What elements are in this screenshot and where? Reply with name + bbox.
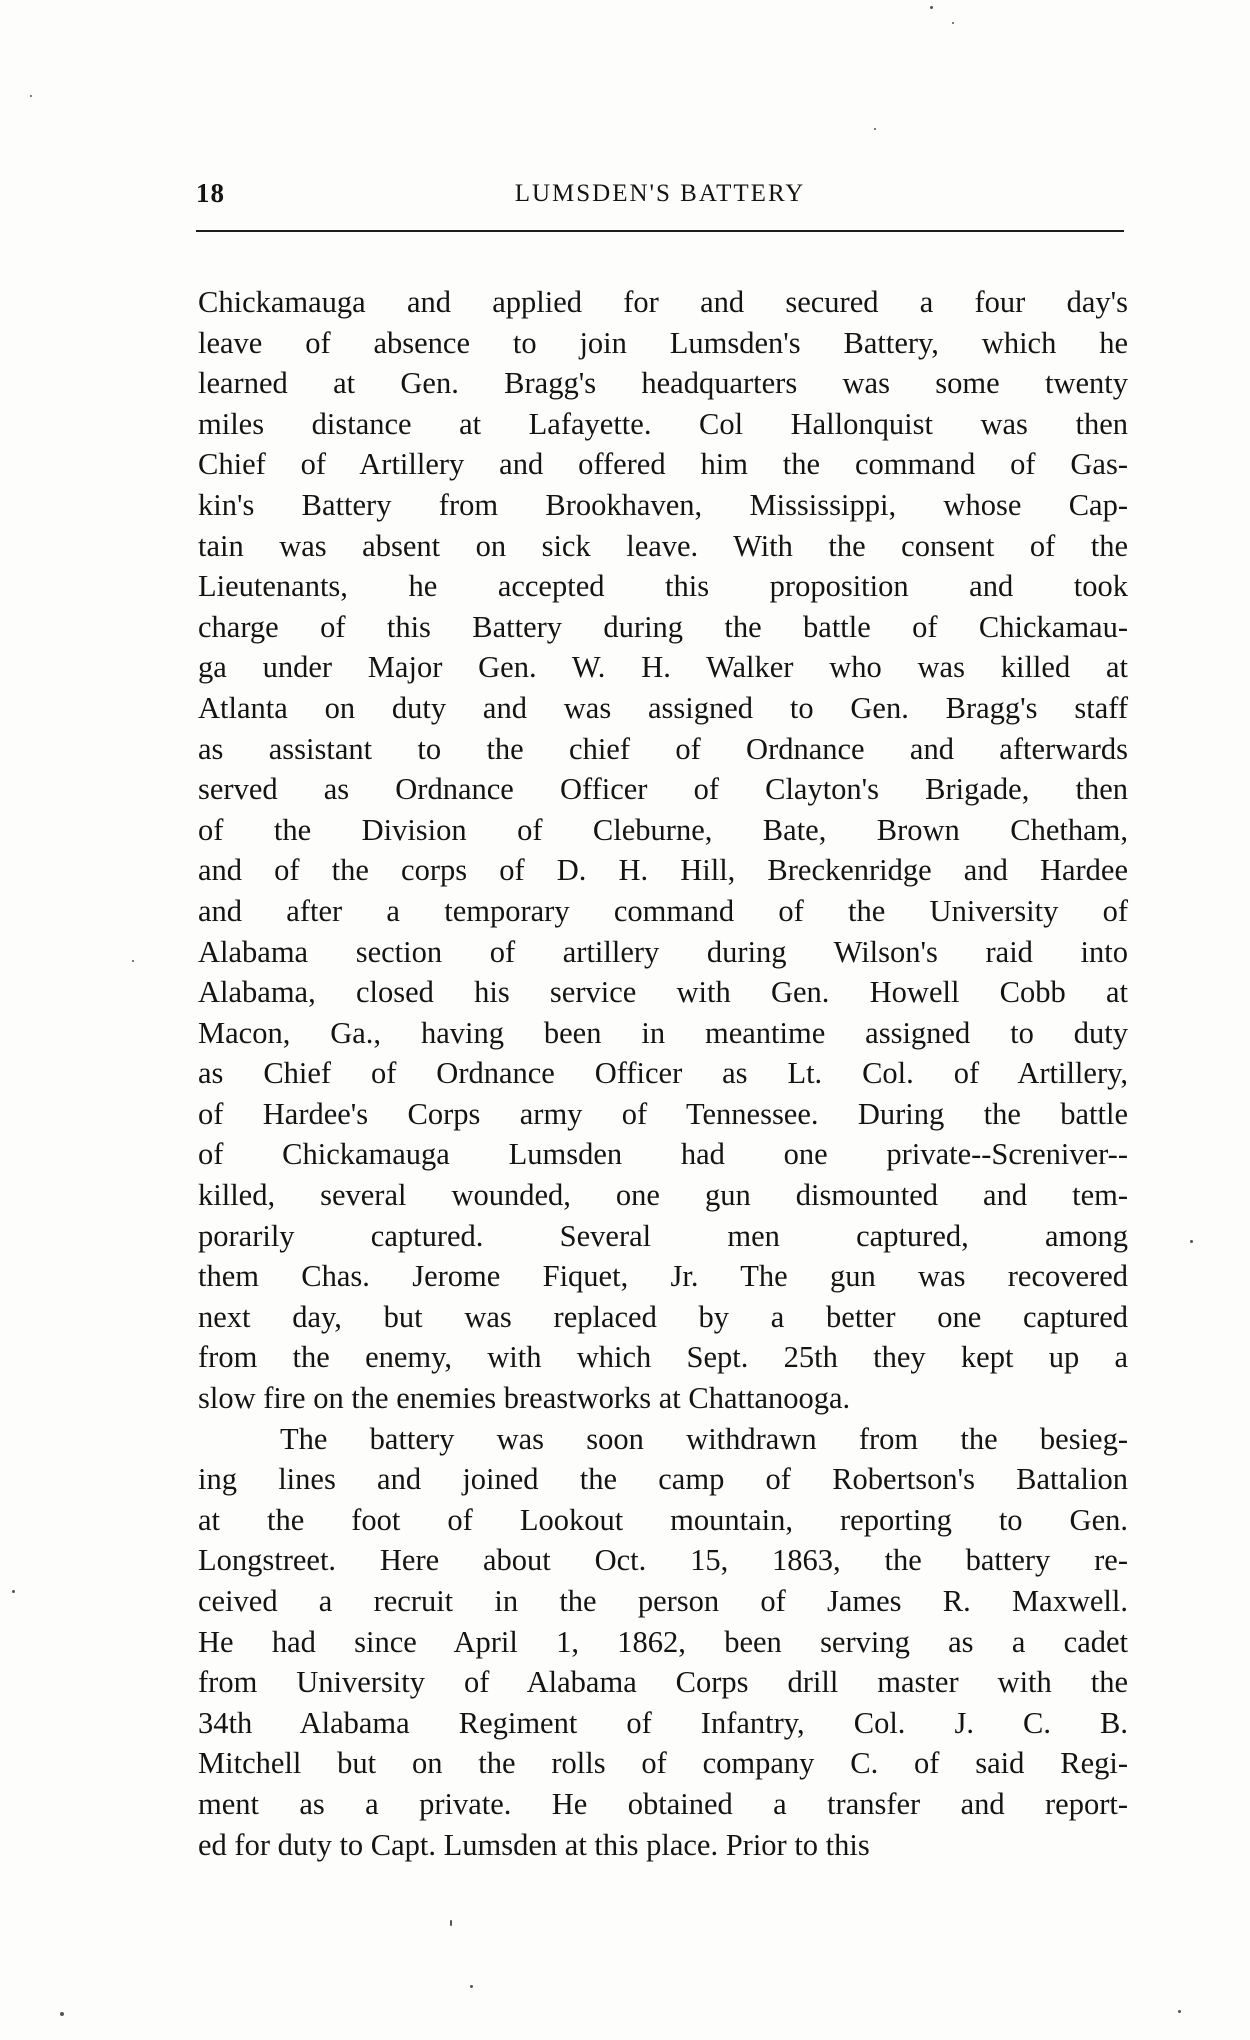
text-line: learned at Gen. Bragg's headquarters was some twenty <box>198 366 1128 401</box>
text-line: next day, but was replaced by a better one captured <box>198 1299 1128 1334</box>
scan-speck <box>60 2012 64 2016</box>
text-line: The battery was soon withdrawn from the besieg- <box>280 1421 1128 1456</box>
text-line: Mitchell but on the rolls of company C. of said Regi- <box>198 1746 1128 1781</box>
scan-speck <box>450 1920 452 1926</box>
text-line: porarily captured. Several men captured, among <box>198 1218 1128 1253</box>
text-line: leave of absence to join Lumsden's Battery, which he <box>198 325 1128 360</box>
page-number: 18 <box>196 178 225 208</box>
scan-speck <box>874 128 876 130</box>
text-line: and of the corps of D. H. Hill, Breckenridge and Hardee <box>198 853 1128 888</box>
text-line: ed for duty to Capt. Lumsden at this place. Prior to this <box>198 1827 870 1862</box>
text-line: kin's Battery from Brookhaven, Mississippi, whose Cap- <box>198 487 1128 522</box>
text-line: Atlanta on duty and was assigned to Gen. Bragg's staff <box>198 690 1128 725</box>
text-line: 34th Alabama Regiment of Infantry, Col. J. C. B. <box>198 1705 1128 1740</box>
scan-speck <box>1190 1240 1193 1243</box>
text-line: Chickamauga and applied for and secured a four day's <box>198 285 1128 319</box>
text-line: as Chief of Ordnance Officer as Lt. Col. of Artillery, <box>198 1056 1128 1091</box>
running-title: LUMSDEN'S BATTERY <box>514 180 806 207</box>
text-line: of Chickamauga Lumsden had one private--Screniver-- <box>198 1137 1128 1172</box>
text-line: Macon, Ga., having been in meantime assigned to duty <box>198 1015 1128 1050</box>
scan-speck <box>952 22 954 24</box>
text-line: He had since April 1, 1862, been serving as a cadet <box>198 1624 1128 1659</box>
scan-speck <box>930 6 933 9</box>
page-header <box>196 178 1124 228</box>
text-line: charge of this Battery during the battle of Chickamau- <box>198 609 1128 644</box>
text-line: miles distance at Lafayette. Col Hallonquist was then <box>198 406 1128 441</box>
text-line: Alabama section of artillery during Wilson's raid into <box>198 934 1128 969</box>
text-line: ga under Major Gen. W. H. Walker who was killed at <box>198 650 1128 685</box>
scan-speck <box>12 1590 15 1593</box>
text-line: Longstreet. Here about Oct. 15, 1863, the battery re- <box>198 1543 1128 1578</box>
text-line: of the Division of Cleburne, Bate, Brown Chetham, <box>198 812 1128 847</box>
text-line: at the foot of Lookout mountain, reporting to Gen. <box>198 1502 1128 1537</box>
text-line: Lieutenants, he accepted this proposition and took <box>198 569 1128 604</box>
text-line: of Hardee's Corps army of Tennessee. During the battle <box>198 1096 1128 1131</box>
text-line: ing lines and joined the camp of Robertson's Battalion <box>198 1462 1128 1497</box>
text-line: tain was absent on sick leave. With the consent of the <box>198 528 1128 563</box>
text-line: from the enemy, with which Sept. 25th they kept up a <box>198 1340 1128 1375</box>
text-line: killed, several wounded, one gun dismounted and tem- <box>198 1178 1128 1213</box>
text-line: Chief of Artillery and offered him the command of Gas- <box>198 447 1128 482</box>
text-line: and after a temporary command of the University of <box>198 893 1128 928</box>
text-line: ment as a private. He obtained a transfer and report- <box>198 1786 1128 1821</box>
scan-speck <box>132 960 134 962</box>
text-line: from University of Alabama Corps drill master with the <box>198 1665 1128 1700</box>
text-line: as assistant to the chief of Ordnance and afterwards <box>198 731 1128 766</box>
text-line: Alabama, closed his service with Gen. Howell Cobb at <box>198 975 1128 1010</box>
text-line: slow fire on the enemies breastworks at Chattanooga. <box>198 1381 851 1416</box>
text-line: served as Ordnance Officer of Clayton's Brigade, then <box>198 772 1128 807</box>
header-rule <box>196 230 1124 232</box>
scan-speck <box>30 95 32 97</box>
body-text <box>198 282 1128 1865</box>
scan-speck <box>470 1985 473 1988</box>
text-line: them Chas. Jerome Fiquet, Jr. The gun was recovered <box>198 1259 1128 1294</box>
scan-speck <box>1178 2010 1181 2013</box>
text-line: ceived a recruit in the person of James R. Maxwell. <box>198 1584 1128 1618</box>
